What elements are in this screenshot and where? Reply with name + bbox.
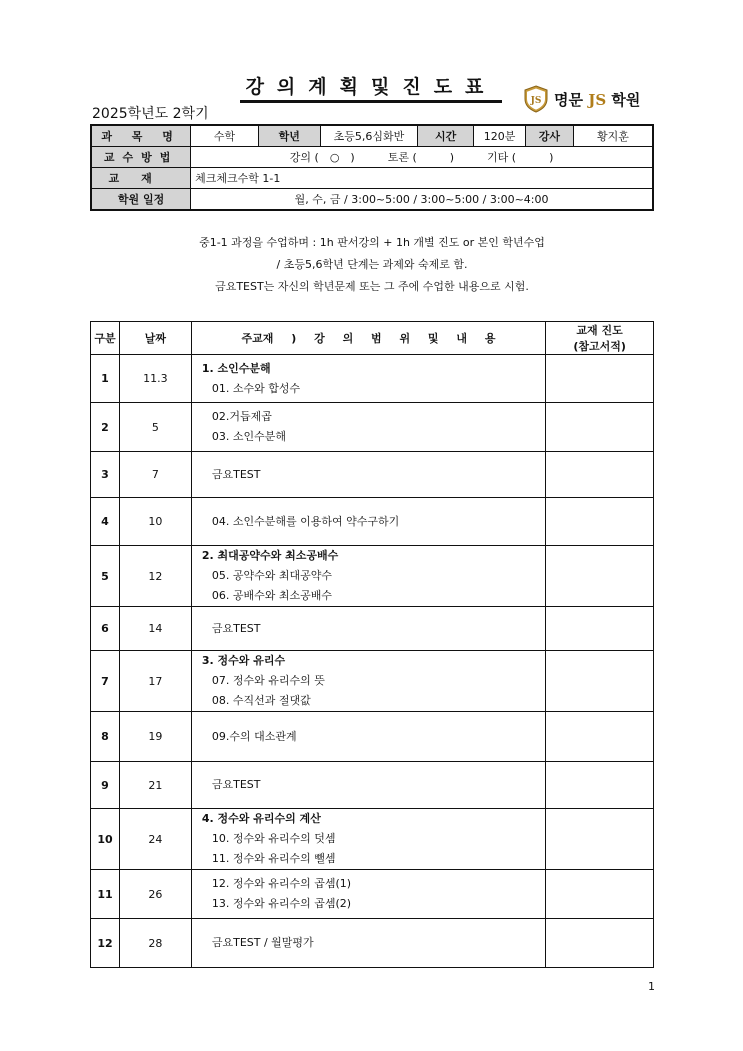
header-progress [546,322,654,355]
schedule-value: 월, 수, 금 / 3:00~5:00 / 3:00~5:00 / 3:00~4:00 [191,189,653,211]
note-line: / 초등5,6학년 단계는 과제와 숙제로 함. [276,258,468,271]
grade-value: 초등5,6심화반 [320,125,418,147]
teacher-value: 황지훈 [573,125,653,147]
year-term: 2025학년도 2학기 [92,106,209,122]
row-number: 2 [91,403,120,452]
lesson-item: 01. 소수와 합성수 [211,381,301,395]
row-date: 12 [119,546,191,607]
row-progress [546,809,654,870]
row-content [191,809,545,870]
table-row [91,403,654,452]
row-date: 26 [119,870,191,919]
row-content [191,762,545,809]
row-number: 6 [91,607,120,651]
row-content [191,919,545,968]
textbook-label: 교재 [91,168,191,189]
unit-heading: 3. 정수와 유리수 [201,654,286,667]
lesson-schedule-table [90,321,654,968]
row-number: 1 [91,355,120,403]
logo-suffix: 학원 [611,90,641,109]
info-row-method [91,147,653,168]
unit-heading: 4. 정수와 유리수의 계산 [201,812,321,825]
header-date: 날짜 [119,322,191,355]
academy-logo [523,84,640,114]
table-row [91,546,654,607]
row-progress [546,498,654,546]
note-line: 금요TEST는 자신의 학년문제 또는 그 주에 수업한 내용으로 시험. [215,280,529,293]
info-row-textbook [91,168,653,189]
row-number: 5 [91,546,120,607]
teacher-label: 강사 [525,125,573,147]
row-number: 8 [91,712,120,762]
lesson-item: 금요TEST / 월말평가 [211,936,314,949]
row-progress [546,546,654,607]
header-content: 주교재 ) 강 의 범 위 및 내 용 [191,322,545,355]
schedule-header-row [91,322,654,355]
row-number: 9 [91,762,120,809]
row-number: 3 [91,452,120,498]
lesson-item: 11. 정수와 유리수의 뺄셈 [211,852,336,865]
lesson-item: 금요TEST [211,467,261,481]
lesson-item: 04. 소인수분해를 이용하여 약수구하기 [211,514,400,528]
row-content [191,452,545,498]
lesson-item: 금요TEST [211,621,261,635]
table-row [91,651,654,712]
schedule-label: 학원 일정 [91,189,191,211]
method-label: 교수방법 [91,147,191,168]
row-date: 5 [119,403,191,452]
course-notes [90,232,654,298]
page-title: 강의계획및진도표 [245,76,497,98]
row-progress [546,607,654,651]
lesson-item: 09.수의 대소관계 [211,729,297,743]
lesson-item: 12. 정수와 유리수의 곱셈(1) [211,877,352,890]
row-content [191,712,545,762]
logo-name: 명문 [554,90,583,109]
row-date: 17 [119,651,191,712]
row-number: 4 [91,498,120,546]
table-row [91,762,654,809]
info-row-schedule [91,189,653,211]
row-content [191,498,545,546]
row-date: 14 [119,607,191,651]
row-progress [546,355,654,403]
grade-label: 학년 [258,125,320,147]
row-date: 21 [119,762,191,809]
row-number: 10 [91,809,120,870]
row-progress [546,919,654,968]
header-no: 구분 [91,322,120,355]
row-content [191,870,545,919]
row-content [191,546,545,607]
title-underline [240,100,502,103]
row-content [191,403,545,452]
time-value: 120분 [474,125,526,147]
row-content [191,355,545,403]
page-number: 1 [648,980,655,993]
lesson-item: 07. 정수와 유리수의 뜻 [211,674,325,687]
logo-text [554,89,640,110]
subject-value: 수학 [191,125,259,147]
row-date: 19 [119,712,191,762]
table-row [91,919,654,968]
table-row [91,498,654,546]
unit-heading: 2. 최대공약수와 최소공배수 [201,549,339,562]
row-content [191,607,545,651]
row-date: 24 [119,809,191,870]
table-row [91,809,654,870]
row-date: 10 [119,498,191,546]
textbook-value: 체크체크수학 1-1 [191,168,653,189]
row-progress [546,452,654,498]
row-date: 28 [119,919,191,968]
lesson-item: 06. 공배수와 최소공배수 [211,589,332,602]
row-number: 11 [91,870,120,919]
table-row [91,355,654,403]
logo-js: JS [588,90,607,109]
table-row [91,870,654,919]
row-progress [546,403,654,452]
table-row [91,712,654,762]
lesson-item: 10. 정수와 유리수의 덧셈 [211,832,336,845]
table-row [91,607,654,651]
header-progress-line1: 교재 진도 [576,324,623,337]
lesson-item: 금요TEST [211,778,261,791]
time-label: 시간 [418,125,474,147]
row-progress [546,762,654,809]
method-value: 강의 ( ○ ) 토론 ( ) 기타 ( ) [191,147,653,168]
lesson-item: 13. 정수와 유리수의 곱셈(2) [211,897,352,910]
subject-label: 과 목 명 [91,125,191,147]
lesson-item: 08. 수직선과 절댓값 [211,694,311,707]
row-date: 7 [119,452,191,498]
lesson-item: 05. 공약수와 최대공약수 [211,569,332,582]
row-content [191,651,545,712]
header-progress-line2: (참고서적) [573,340,626,353]
logo-mark-text: JS [530,96,542,106]
table-row [91,452,654,498]
row-number: 12 [91,919,120,968]
lesson-item: 03. 소인수분해 [211,430,286,443]
row-date: 11.3 [119,355,191,403]
unit-heading: 1. 소인수분해 [201,361,271,375]
row-progress [546,712,654,762]
info-row-subject [91,125,653,147]
row-progress [546,651,654,712]
schedule-body [91,355,654,968]
course-info-table [90,124,654,211]
row-number: 7 [91,651,120,712]
shield-icon [523,85,549,113]
note-line: 중1-1 과정을 수업하며 : 1h 판서강의 + 1h 개별 진도 or 본인 학년수업 [199,236,545,249]
lesson-item: 02.거듭제곱 [211,410,272,423]
row-progress [546,870,654,919]
